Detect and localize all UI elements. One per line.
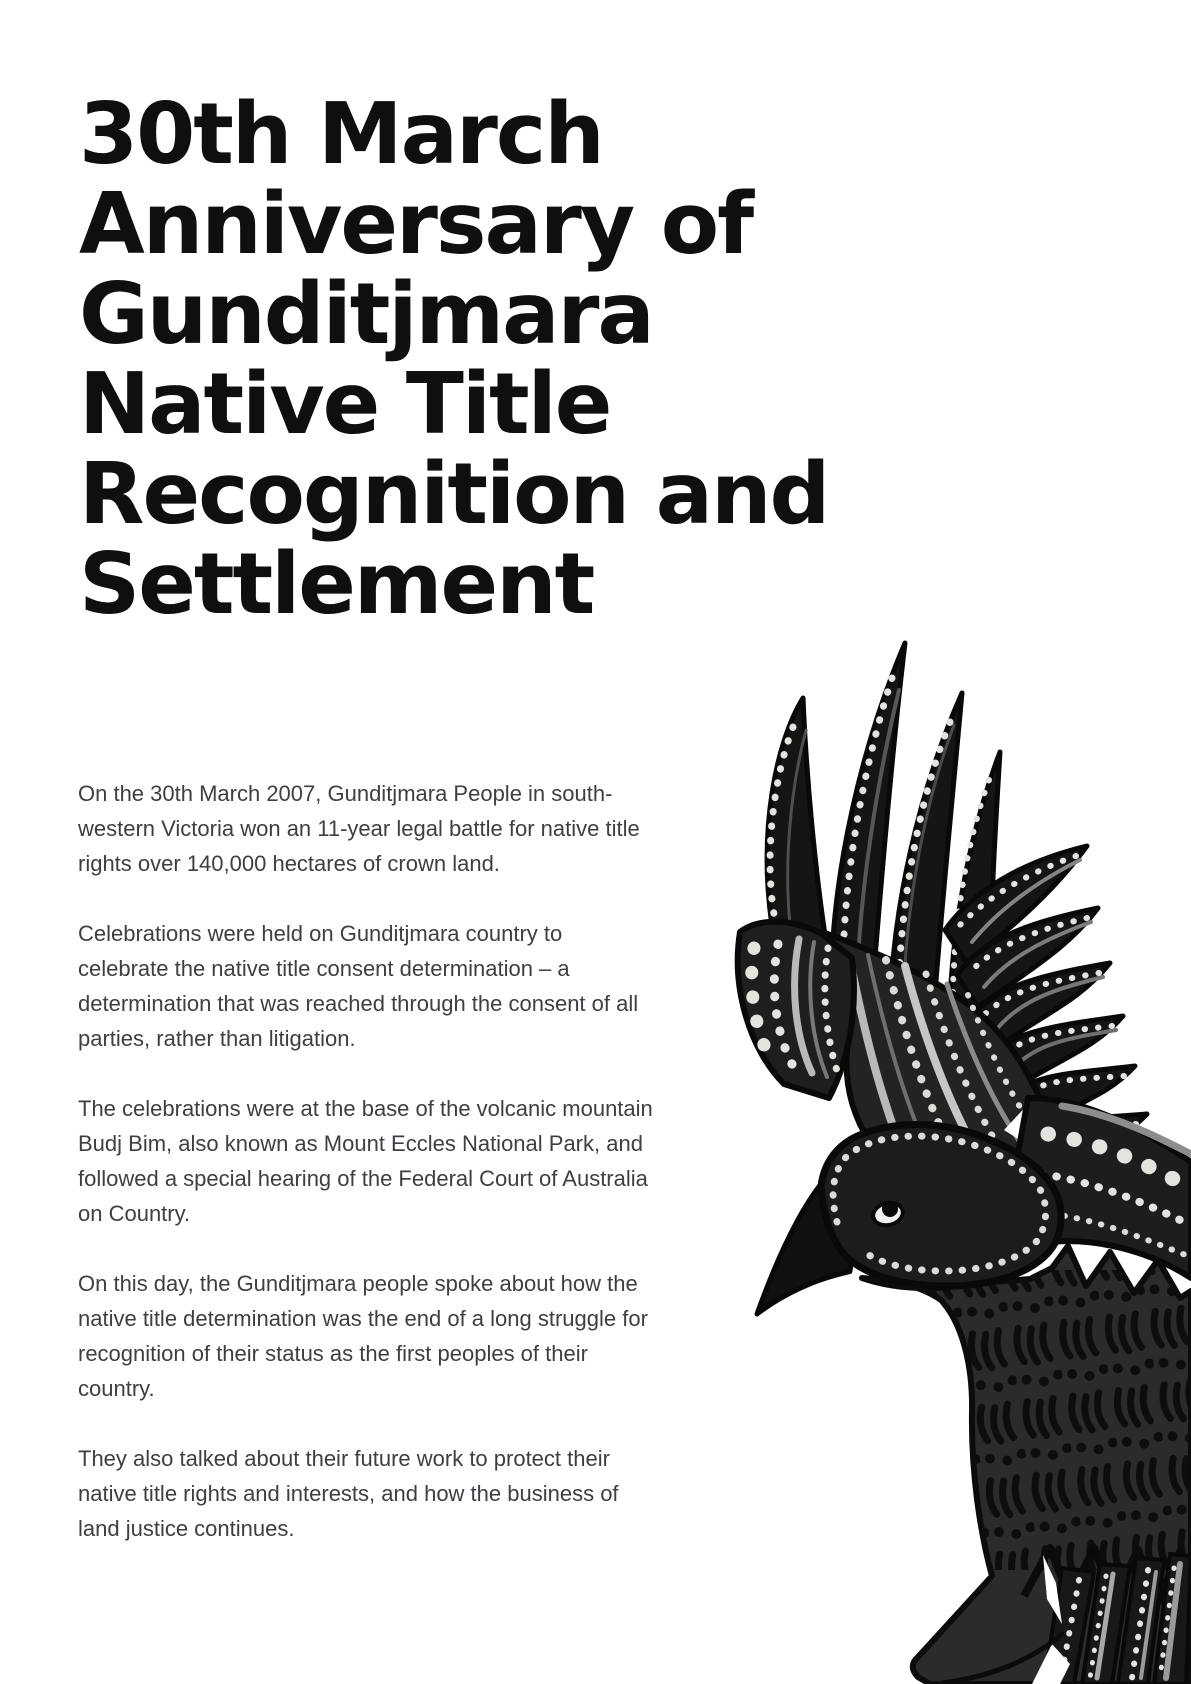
paragraph: They also talked about their future work to protect their native title rights and interests, and how the business of land justice continues. — [78, 1446, 619, 1541]
page-title — [79, 85, 979, 634]
title-line: Gunditjmara — [79, 265, 653, 364]
paragraph: The celebrations were at the base of the volcanic mountain Budj Bim, also known as Mount Eccles National Park, and followed a special hearing of the Federal Court of Australia on Country. — [78, 1096, 653, 1226]
wing-thumb — [738, 922, 854, 1098]
body-text — [78, 776, 653, 1581]
title-line: Native Title — [79, 355, 611, 454]
paragraph: On the 30th March 2007, Gunditjmara People in south-western Victoria won an 11-year legal battle for native title rights over 140,000 hectares of crown land. — [78, 781, 640, 876]
title-line: 30th March — [79, 85, 603, 184]
title-line: Recognition and — [79, 445, 829, 544]
paragraph: Celebrations were held on Gunditjmara country to celebrate the native title consent determination – a determination that was reached through the consent of all parties, rather than litigation. — [78, 921, 639, 1051]
title-line: Anniversary of — [79, 175, 753, 274]
crow-illustration-icon — [600, 630, 1191, 1684]
paragraph: On this day, the Gunditjmara people spoke about how the native title determination was the end of a long struggle for recognition of their status as the first peoples of their country. — [78, 1271, 648, 1401]
title-line: Settlement — [79, 535, 594, 634]
